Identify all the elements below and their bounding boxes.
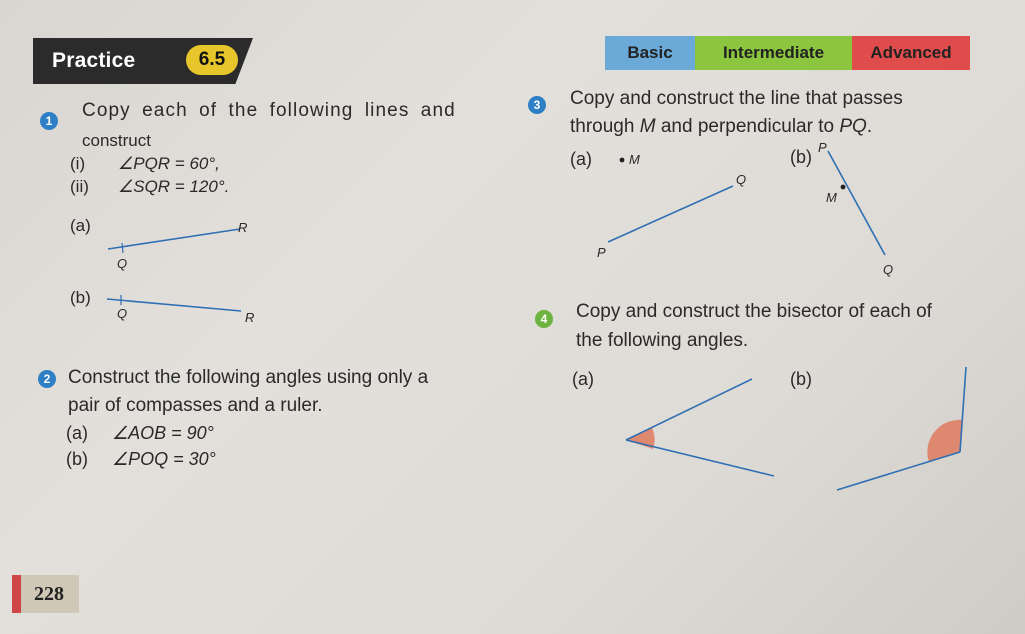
q3-number-badge: 3 xyxy=(528,96,546,114)
q2-a-math: ∠AOB = 90° xyxy=(112,423,214,443)
q1-text-line2: construct xyxy=(82,131,151,150)
q3-text-line2 xyxy=(570,116,872,138)
q4-a-label: (a) xyxy=(572,369,594,389)
q2-number-badge: 2 xyxy=(38,370,56,388)
q4a-upper-arm xyxy=(626,379,752,440)
q3-a-label: (a) xyxy=(570,149,592,169)
q1-i-label: (i) xyxy=(70,154,86,173)
level-basic: Basic xyxy=(605,36,695,70)
q2-text-line2: pair of compasses and a ruler. xyxy=(68,395,323,416)
q3-text-pq: PQ xyxy=(839,116,867,137)
q1a-tick-q xyxy=(122,243,123,253)
q3a-label-m: M xyxy=(629,152,640,167)
q3-text-end: . xyxy=(866,116,873,137)
q1b-point-r: R xyxy=(245,310,255,325)
q1a-line-qr xyxy=(108,229,240,249)
q3-text-mid: and perpendicular to xyxy=(655,116,840,137)
q4-number-badge: 4 xyxy=(535,310,553,328)
q4a-lower-arm xyxy=(626,440,774,476)
q3b-label-p: P xyxy=(818,140,827,155)
section-number-badge: 6.5 xyxy=(186,45,238,75)
q3-text-through: through xyxy=(570,116,640,137)
q1-a-label: (a) xyxy=(70,216,91,235)
q3a-point-m xyxy=(620,158,625,163)
practice-label: Practice xyxy=(52,49,136,72)
q4b-vertical-arm xyxy=(960,367,966,452)
q3b-label-m: M xyxy=(826,190,837,205)
q3b-label-q: Q xyxy=(883,262,894,277)
page-number-accent xyxy=(12,575,21,613)
q4-text-line2: the following angles. xyxy=(576,330,749,351)
q2-b-label: (b) xyxy=(66,449,88,469)
q3b-point-m xyxy=(841,185,846,190)
q1-text-line1: Copy each of the following lines and xyxy=(82,100,456,121)
q1-ii-math: ∠SQR = 120°. xyxy=(118,177,230,196)
q1-b-label: (b) xyxy=(70,288,91,307)
q4-b-label: (b) xyxy=(790,369,812,389)
q2-text-line1: Construct the following angles using only a xyxy=(68,367,429,388)
q1-number-badge: 1 xyxy=(40,112,58,130)
q3a-line-pq xyxy=(608,186,733,242)
q1-ii-label: (ii) xyxy=(70,177,89,196)
q1-i-math: ∠PQR = 60°, xyxy=(118,154,220,173)
q1a-point-q: Q xyxy=(117,256,128,271)
q4b-lower-arm xyxy=(837,452,960,490)
level-intermediate: Intermediate xyxy=(695,36,852,70)
q3a-label-p: P xyxy=(597,245,606,260)
q4-text-line1: Copy and construct the bisector of each of xyxy=(576,301,932,322)
q1a-point-r: R xyxy=(238,220,248,235)
q3-b-label: (b) xyxy=(790,147,812,167)
q2-a-label: (a) xyxy=(66,423,88,443)
q1b-point-q: Q xyxy=(117,306,128,321)
page-number: 228 xyxy=(34,583,64,605)
q4b-angle-fill xyxy=(927,420,962,462)
q3a-label-q: Q xyxy=(736,172,747,187)
q3-text-m: M xyxy=(639,116,656,137)
level-advanced: Advanced xyxy=(852,36,970,70)
q3-text-line1: Copy and construct the line that passes xyxy=(570,88,903,109)
q2-b-math: ∠POQ = 30° xyxy=(112,449,216,469)
